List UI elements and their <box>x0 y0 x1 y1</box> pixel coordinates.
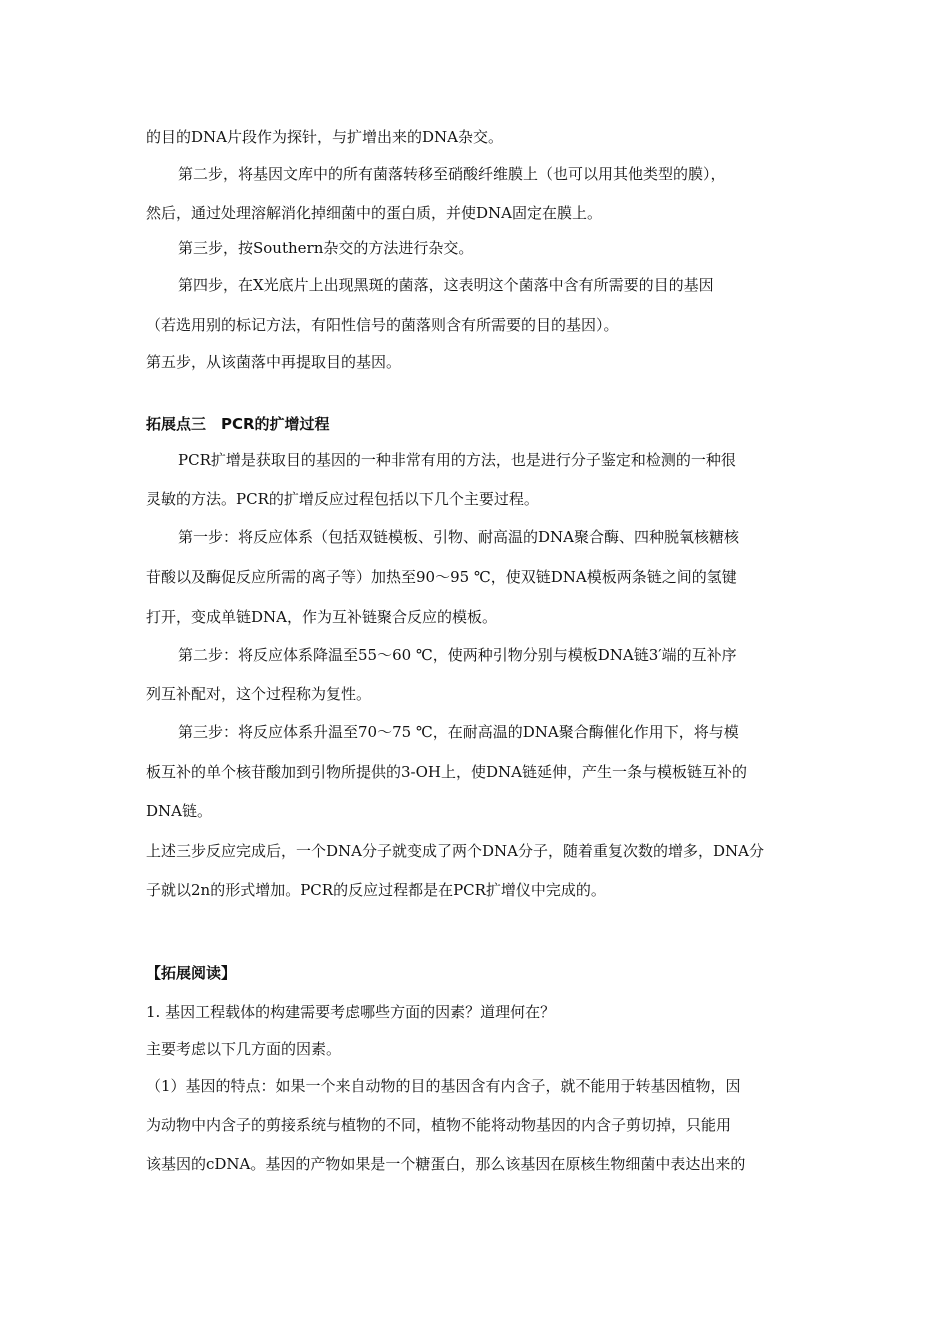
paragraph-line: 第五步，从该菌落中再提取目的基因。 <box>146 353 402 371</box>
paragraph-line: 第一步：将反应体系（包括双链模板、引物、耐高温的DNA聚合酶、四种脱氧核糖核 <box>178 528 739 546</box>
paragraph-line: 第二步：将反应体系降温至55～60 ℃，使两种引物分别与模板DNA链3′端的互补序 <box>178 646 737 664</box>
paragraph-line: 板互补的单个核苷酸加到引物所提供的3-OH上，使DNA链延伸，产生一条与模板链互补的 <box>146 763 747 781</box>
paragraph-line: 苷酸以及酶促反应所需的离子等）加热至90～95 ℃，使双链DNA模板两条链之间的氢键 <box>146 568 737 586</box>
paragraph-line: （1）基因的特点：如果一个来自动物的目的基因含有内含子，就不能用于转基因植物，因 <box>146 1077 741 1095</box>
paragraph-line: 打开，变成单链DNA，作为互补链聚合反应的模板。 <box>146 608 497 626</box>
paragraph-line: 上述三步反应完成后，一个DNA分子就变成了两个DNA分子，随着重复次数的增多，DNA分 <box>146 842 764 860</box>
paragraph-line: 第二步，将基因文库中的所有菌落转移至硝酸纤维膜上（也可以用其他类型的膜）， <box>178 165 726 183</box>
paragraph-line: 第三步，按Southern杂交的方法进行杂交。 <box>178 239 474 257</box>
question-line: 1. 基因工程载体的构建需要考虑哪些方面的因素？道理何在？ <box>146 1003 556 1021</box>
paragraph-line: 该基因的cDNA。基因的产物如果是一个糖蛋白，那么该基因在原核生物细菌中表达出来的 <box>146 1155 746 1173</box>
paragraph-line: 主要考虑以下几方面的因素。 <box>146 1040 342 1058</box>
paragraph-line: 然后，通过处理溶解消化掉细菌中的蛋白质，并使DNA固定在膜上。 <box>146 204 602 222</box>
paragraph-line: DNA链。 <box>146 802 212 820</box>
paragraph-line: （若选用别的标记方法，有阳性信号的菌落则含有所需要的目的基因）。 <box>146 316 619 334</box>
paragraph-line: 的目的DNA片段作为探针，与扩增出来的DNA杂交。 <box>146 128 503 146</box>
paragraph-line: PCR扩增是获取目的基因的一种非常有用的方法，也是进行分子鉴定和检测的一种很 <box>178 451 736 469</box>
section-heading-reading: 【拓展阅读】 <box>146 964 237 982</box>
paragraph-line: 第四步，在X光底片上出现黑斑的菌落，这表明这个菌落中含有所需要的目的基因 <box>178 276 714 294</box>
paragraph-line: 为动物中内含子的剪接系统与植物的不同，植物不能将动物基因的内含子剪切掉，只能用 <box>146 1116 732 1134</box>
section-heading-pcr: 拓展点三 PCR的扩增过程 <box>146 415 330 433</box>
paragraph-line: 灵敏的方法。PCR的扩增反应过程包括以下几个主要过程。 <box>146 490 539 508</box>
paragraph-line: 第三步：将反应体系升温至70～75 ℃，在耐高温的DNA聚合酶催化作用下，将与模 <box>178 723 739 741</box>
paragraph-line: 列互补配对，这个过程称为复性。 <box>146 685 372 703</box>
paragraph-line: 子就以2n的形式增加。PCR的反应过程都是在PCR扩增仪中完成的。 <box>146 881 606 899</box>
